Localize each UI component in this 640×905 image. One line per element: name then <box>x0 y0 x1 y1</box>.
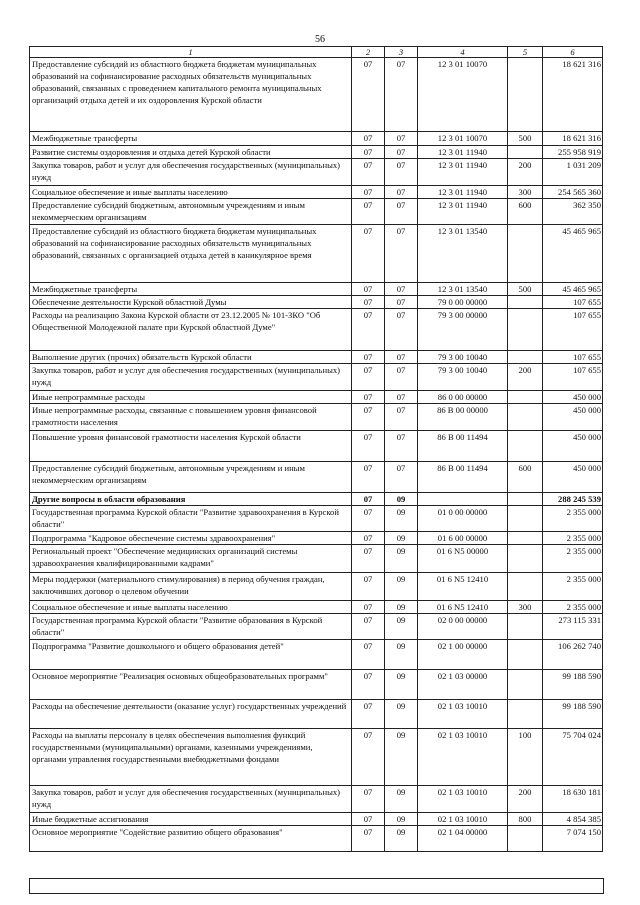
row-subsection-cell: 09 <box>385 493 418 506</box>
row-target-article-cell: 01 6 N5 00000 <box>418 545 508 573</box>
row-section-cell: 07 <box>352 573 385 601</box>
row-target-article-cell: 86 В 00 11494 <box>418 462 508 493</box>
row-section-cell: 07 <box>352 132 385 146</box>
row-section-cell: 07 <box>352 532 385 545</box>
row-name-cell: Социальное обеспечение и иные выплаты населению <box>30 186 352 199</box>
row-expense-type-cell <box>508 225 543 283</box>
row-name-cell: Государственная программа Курской области "Развитие здравоохранения в Курской области" <box>30 506 352 532</box>
row-amount-cell: 99 188 590 <box>543 670 603 700</box>
row-target-article-cell: 02 1 03 10010 <box>418 700 508 729</box>
row-expense-type-cell <box>508 670 543 700</box>
row-target-article-cell: 02 1 03 00000 <box>418 670 508 700</box>
row-expense-type-cell <box>508 826 543 852</box>
row-subsection-cell: 07 <box>385 283 418 296</box>
row-expense-type-cell <box>508 506 543 532</box>
row-section-cell: 07 <box>352 364 385 391</box>
table-row <box>30 532 603 545</box>
table-row <box>30 225 603 283</box>
row-amount-cell: 362 350 <box>543 199 603 225</box>
table-row <box>30 506 603 532</box>
row-target-article-cell: 12 3 01 11940 <box>418 199 508 225</box>
row-expense-type-cell: 500 <box>508 283 543 296</box>
row-expense-type-cell <box>508 309 543 351</box>
row-subsection-cell: 07 <box>385 159 418 186</box>
row-expense-type-cell <box>508 640 543 670</box>
row-expense-type-cell <box>508 351 543 364</box>
row-section-cell: 07 <box>352 813 385 826</box>
row-target-article-cell: 79 3 00 00000 <box>418 309 508 351</box>
table-row <box>30 309 603 351</box>
row-target-article-cell: 02 1 03 10010 <box>418 813 508 826</box>
row-target-article-cell: 79 3 00 10040 <box>418 351 508 364</box>
column-header: 4 <box>418 47 508 58</box>
row-section-cell: 07 <box>352 640 385 670</box>
column-header: 2 <box>352 47 385 58</box>
row-name-cell: Предоставление субсидий из областного бюджета бюджетам муниципальных образований на софинансирование расходных обязательств муниципальных образований, связанных с организацией отдыха детей в каникулярное время <box>30 225 352 283</box>
table-row <box>30 573 603 601</box>
row-subsection-cell: 07 <box>385 462 418 493</box>
row-target-article-cell: 02 1 03 10010 <box>418 729 508 786</box>
row-subsection-cell: 07 <box>385 391 418 404</box>
row-name-cell: Закупка товаров, работ и услуг для обеспечения государственных (муниципальных) нужд <box>30 364 352 391</box>
row-amount-cell: 2 355 000 <box>543 573 603 601</box>
row-name-cell: Региональный проект "Обеспечение медицинских организаций системы здравоохранения квалифицированными кадрами" <box>30 545 352 573</box>
row-name-cell: Иные бюджетные ассигнования <box>30 813 352 826</box>
row-section-cell: 07 <box>352 601 385 614</box>
row-target-article-cell: 12 3 01 10070 <box>418 58 508 132</box>
row-section-cell: 07 <box>352 296 385 309</box>
row-subsection-cell: 07 <box>385 404 418 431</box>
row-amount-cell: 18 621 316 <box>543 132 603 146</box>
row-expense-type-cell: 200 <box>508 364 543 391</box>
row-name-cell: Подпрограмма "Развитие дошкольного и общего образования детей" <box>30 640 352 670</box>
row-target-article-cell: 12 3 01 13540 <box>418 283 508 296</box>
table-row <box>30 404 603 431</box>
row-subsection-cell: 07 <box>385 296 418 309</box>
row-name-cell: Закупка товаров, работ и услуг для обеспечения государственных (муниципальных) нужд <box>30 786 352 813</box>
row-target-article-cell: 12 3 01 11940 <box>418 186 508 199</box>
row-amount-cell: 254 565 360 <box>543 186 603 199</box>
row-amount-cell: 18 630 181 <box>543 786 603 813</box>
row-section-cell: 07 <box>352 309 385 351</box>
table-row <box>30 283 603 296</box>
row-name-cell: Другие вопросы в области образования <box>30 493 352 506</box>
row-expense-type-cell: 300 <box>508 186 543 199</box>
row-amount-cell: 75 704 024 <box>543 729 603 786</box>
row-section-cell: 07 <box>352 283 385 296</box>
row-expense-type-cell <box>508 573 543 601</box>
row-subsection-cell: 07 <box>385 225 418 283</box>
table-row <box>30 159 603 186</box>
row-section-cell: 07 <box>352 199 385 225</box>
page-number: 56 <box>315 34 325 45</box>
row-section-cell: 07 <box>352 146 385 159</box>
row-section-cell: 07 <box>352 826 385 852</box>
row-target-article-cell: 02 1 00 00000 <box>418 640 508 670</box>
row-subsection-cell: 09 <box>385 786 418 813</box>
row-expense-type-cell: 100 <box>508 729 543 786</box>
row-section-cell: 07 <box>352 159 385 186</box>
row-expense-type-cell <box>508 614 543 640</box>
row-expense-type-cell <box>508 146 543 159</box>
row-name-cell: Предоставление субсидий из областного бюджета бюджетам муниципальных образований на софинансирование расходных обязательств муниципальных образований, связанных с проведением капитального ремонта муниципальных организаций отдыха детей и их оздоровления Курской области <box>30 58 352 132</box>
table-row <box>30 431 603 462</box>
row-expense-type-cell <box>508 532 543 545</box>
row-expense-type-cell <box>508 545 543 573</box>
row-section-cell: 07 <box>352 404 385 431</box>
row-subsection-cell: 07 <box>385 351 418 364</box>
row-name-cell: Иные непрограммные расходы, связанные с повышением уровня финансовой грамотности населения <box>30 404 352 431</box>
row-name-cell: Социальное обеспечение и иные выплаты населению <box>30 601 352 614</box>
row-target-article-cell <box>418 493 508 506</box>
row-amount-cell: 1 031 209 <box>543 159 603 186</box>
table-row <box>30 826 603 852</box>
row-name-cell: Предоставление субсидий бюджетным, автономным учреждениям и иным некоммерческим организациям <box>30 462 352 493</box>
row-name-cell: Государственная программа Курской области "Развитие образования в Курской области" <box>30 614 352 640</box>
row-target-article-cell: 86 В 00 00000 <box>418 404 508 431</box>
row-amount-cell: 273 115 331 <box>543 614 603 640</box>
row-subsection-cell: 09 <box>385 545 418 573</box>
row-name-cell: Основное мероприятие "Реализация основных общеобразовательных программ" <box>30 670 352 700</box>
table-row <box>30 132 603 146</box>
row-section-cell: 07 <box>352 462 385 493</box>
row-section-cell: 07 <box>352 506 385 532</box>
row-name-cell: Обеспечение деятельности Курской областной Думы <box>30 296 352 309</box>
row-expense-type-cell <box>508 700 543 729</box>
row-amount-cell: 450 000 <box>543 391 603 404</box>
row-subsection-cell: 07 <box>385 132 418 146</box>
row-section-cell: 07 <box>352 391 385 404</box>
table-row <box>30 364 603 391</box>
table-row <box>30 640 603 670</box>
row-name-cell: Расходы на реализацию Закона Курской области от 23.12.2005 № 101-ЗКО "Об Общественной Молодежной палате при Курской областной Думе" <box>30 309 352 351</box>
row-amount-cell: 45 465 965 <box>543 225 603 283</box>
row-subsection-cell: 09 <box>385 826 418 852</box>
row-name-cell: Предоставление субсидий бюджетным, автономным учреждениям и иным некоммерческим организациям <box>30 199 352 225</box>
row-expense-type-cell: 200 <box>508 159 543 186</box>
row-section-cell: 07 <box>352 351 385 364</box>
row-amount-cell: 450 000 <box>543 404 603 431</box>
row-target-article-cell: 12 3 01 11940 <box>418 159 508 186</box>
row-amount-cell: 107 655 <box>543 296 603 309</box>
table-header-row <box>30 47 603 58</box>
row-subsection-cell: 09 <box>385 532 418 545</box>
column-header: 5 <box>508 47 543 58</box>
row-amount-cell: 107 655 <box>543 351 603 364</box>
row-target-article-cell: 12 3 01 13540 <box>418 225 508 283</box>
row-name-cell: Иные непрограммные расходы <box>30 391 352 404</box>
row-name-cell: Закупка товаров, работ и услуг для обеспечения государственных (муниципальных) нужд <box>30 159 352 186</box>
row-expense-type-cell <box>508 391 543 404</box>
row-name-cell: Меры поддержки (материального стимулирования) в период обучения граждан, заключивших договор о целевом обучении <box>30 573 352 601</box>
table-row <box>30 813 603 826</box>
table-row <box>30 786 603 813</box>
column-header: 6 <box>543 47 603 58</box>
row-target-article-cell: 12 3 01 11940 <box>418 146 508 159</box>
row-name-cell: Расходы на обеспечение деятельности (оказание услуг) государственных учреждений <box>30 700 352 729</box>
row-name-cell: Межбюджетные трансферты <box>30 283 352 296</box>
table-row <box>30 700 603 729</box>
row-subsection-cell: 07 <box>385 199 418 225</box>
row-target-article-cell: 86 0 00 00000 <box>418 391 508 404</box>
row-expense-type-cell: 200 <box>508 786 543 813</box>
row-expense-type-cell: 800 <box>508 813 543 826</box>
row-subsection-cell: 09 <box>385 506 418 532</box>
row-subsection-cell: 07 <box>385 364 418 391</box>
row-section-cell: 07 <box>352 186 385 199</box>
table-row <box>30 146 603 159</box>
row-target-article-cell: 01 6 N5 12410 <box>418 573 508 601</box>
row-target-article-cell: 02 1 03 10010 <box>418 786 508 813</box>
table-row <box>30 670 603 700</box>
row-amount-cell: 450 000 <box>543 431 603 462</box>
row-amount-cell: 2 355 000 <box>543 601 603 614</box>
row-amount-cell: 2 355 000 <box>543 532 603 545</box>
row-subsection-cell: 09 <box>385 601 418 614</box>
row-expense-type-cell: 300 <box>508 601 543 614</box>
row-subsection-cell: 07 <box>385 431 418 462</box>
row-amount-cell: 106 262 740 <box>543 640 603 670</box>
row-subsection-cell: 09 <box>385 700 418 729</box>
row-amount-cell: 45 465 965 <box>543 283 603 296</box>
row-name-cell: Развитие системы оздоровления и отдыха детей Курской области <box>30 146 352 159</box>
row-amount-cell: 255 958 919 <box>543 146 603 159</box>
row-expense-type-cell: 600 <box>508 462 543 493</box>
row-target-article-cell: 01 0 00 00000 <box>418 506 508 532</box>
row-section-cell: 07 <box>352 493 385 506</box>
row-expense-type-cell <box>508 493 543 506</box>
row-expense-type-cell <box>508 404 543 431</box>
table-row <box>30 391 603 404</box>
row-amount-cell: 4 854 385 <box>543 813 603 826</box>
row-subsection-cell: 07 <box>385 309 418 351</box>
row-amount-cell: 450 000 <box>543 462 603 493</box>
row-amount-cell: 2 355 000 <box>543 506 603 532</box>
table-row <box>30 614 603 640</box>
row-amount-cell: 99 188 590 <box>543 700 603 729</box>
row-expense-type-cell <box>508 58 543 132</box>
row-expense-type-cell <box>508 296 543 309</box>
row-name-cell: Межбюджетные трансферты <box>30 132 352 146</box>
row-subsection-cell: 09 <box>385 640 418 670</box>
row-subsection-cell: 09 <box>385 729 418 786</box>
row-name-cell: Повышение уровня финансовой грамотности населения Курской области <box>30 431 352 462</box>
row-target-article-cell: 79 3 00 10040 <box>418 364 508 391</box>
row-amount-cell: 288 245 539 <box>543 493 603 506</box>
row-target-article-cell: 02 0 00 00000 <box>418 614 508 640</box>
row-target-article-cell: 12 3 01 10070 <box>418 132 508 146</box>
table-row <box>30 199 603 225</box>
column-header: 3 <box>385 47 418 58</box>
row-amount-cell: 107 655 <box>543 309 603 351</box>
table-row <box>30 493 603 506</box>
row-amount-cell: 2 355 000 <box>543 545 603 573</box>
row-section-cell: 07 <box>352 225 385 283</box>
table-row <box>30 186 603 199</box>
row-section-cell: 07 <box>352 431 385 462</box>
row-subsection-cell: 09 <box>385 670 418 700</box>
row-section-cell: 07 <box>352 58 385 132</box>
row-section-cell: 07 <box>352 729 385 786</box>
row-subsection-cell: 07 <box>385 146 418 159</box>
row-target-article-cell: 86 В 00 11494 <box>418 431 508 462</box>
row-target-article-cell: 02 1 04 00000 <box>418 826 508 852</box>
row-target-article-cell: 79 0 00 00000 <box>418 296 508 309</box>
table-row <box>30 296 603 309</box>
row-target-article-cell: 01 6 00 00000 <box>418 532 508 545</box>
row-expense-type-cell: 600 <box>508 199 543 225</box>
row-amount-cell: 107 655 <box>543 364 603 391</box>
table-row <box>30 58 603 132</box>
column-header: 1 <box>30 47 352 58</box>
budget-table <box>29 46 603 852</box>
row-section-cell: 07 <box>352 614 385 640</box>
row-expense-type-cell: 500 <box>508 132 543 146</box>
row-expense-type-cell <box>508 431 543 462</box>
row-subsection-cell: 09 <box>385 614 418 640</box>
row-subsection-cell: 07 <box>385 58 418 132</box>
row-section-cell: 07 <box>352 670 385 700</box>
table-row <box>30 729 603 786</box>
row-section-cell: 07 <box>352 545 385 573</box>
row-amount-cell: 18 621 316 <box>543 58 603 132</box>
table-continuation-frame <box>29 878 604 894</box>
row-section-cell: 07 <box>352 700 385 729</box>
table-row <box>30 601 603 614</box>
row-name-cell: Подпрограмма "Кадровое обеспечение системы здравоохранения" <box>30 532 352 545</box>
row-section-cell: 07 <box>352 786 385 813</box>
table-row <box>30 351 603 364</box>
row-subsection-cell: 09 <box>385 573 418 601</box>
row-name-cell: Расходы на выплаты персоналу в целях обеспечения выполнения функций государственными (муниципальными) органами, казенными учреждениями, органами управления государственными внебюджетными фондами <box>30 729 352 786</box>
row-target-article-cell: 01 6 N5 12410 <box>418 601 508 614</box>
table-row <box>30 462 603 493</box>
row-subsection-cell: 07 <box>385 186 418 199</box>
table-row <box>30 545 603 573</box>
row-name-cell: Выполнение других (прочих) обязательств Курской области <box>30 351 352 364</box>
row-subsection-cell: 09 <box>385 813 418 826</box>
row-name-cell: Основное мероприятие "Содействие развитию общего образования" <box>30 826 352 852</box>
row-amount-cell: 7 074 150 <box>543 826 603 852</box>
